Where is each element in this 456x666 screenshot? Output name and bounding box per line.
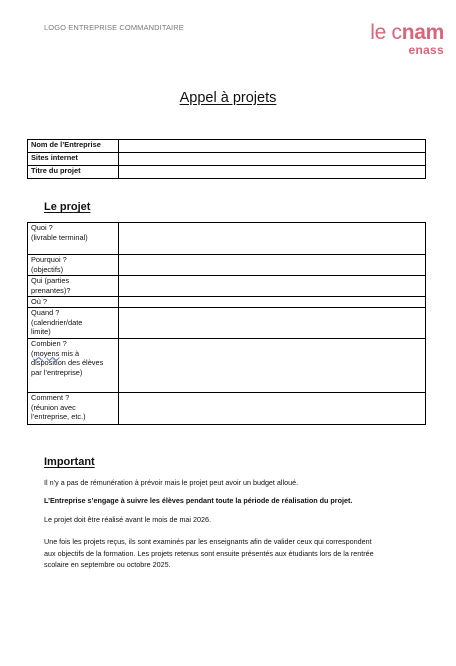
cnam-logo-sub: enass (408, 43, 444, 57)
label-line: limite) (31, 327, 51, 337)
label-line: (objectifs) (31, 264, 64, 274)
label-line: Où ? (31, 297, 48, 306)
combien-field[interactable] (119, 339, 426, 393)
label-line: Combien ? (31, 339, 67, 348)
cnam-logo-prefix: le c (370, 21, 402, 44)
label-line: Qui (parties (31, 276, 70, 285)
label-line: disposition des élèves (31, 358, 104, 368)
label-line: Quoi ? (31, 223, 53, 232)
company-info-table (27, 139, 426, 179)
label-line: l’entreprise, etc.) (31, 412, 86, 422)
paragraph-commitment: L’Entreprise s’engage à suivre les élèves pendant toute la période de réalisation du projet. (44, 496, 353, 505)
label-line: prenantes)? (31, 285, 71, 295)
table-row (28, 166, 426, 179)
table-row (28, 308, 426, 339)
row-label-qui (28, 276, 119, 297)
row-label-websites: Sites internet (28, 153, 119, 166)
paragraph-remuneration: Il n’y a pas de rémunération à prévoir mais le projet peut avoir un budget alloué. (44, 478, 299, 487)
cnam-logo (364, 22, 444, 56)
sponsor-logo-placeholder: LOGO ENTREPRISE COMMANDITAIRE (44, 23, 184, 32)
paragraph-selection: Une fois les projets reçus, ils sont examinés par les enseignants afin de valider ceux qui correspondent aux objectifs de la formation. Les projets retenus sont ensuite présentés aux étudiants lors de la rentrée scolaire en septembre ou octobre 2025. (44, 537, 374, 570)
page-title: Appel à projets (179, 90, 277, 106)
label-line: Comment ? (31, 393, 70, 402)
quand-field[interactable] (119, 308, 426, 339)
table-row (28, 223, 426, 255)
quoi-field[interactable] (119, 223, 426, 255)
label-line: par l’entreprise) (31, 367, 83, 377)
label-line: Quand ? (31, 308, 60, 317)
websites-field[interactable] (119, 153, 426, 166)
table-row (28, 339, 426, 393)
qui-field[interactable] (119, 276, 426, 297)
table-row (28, 140, 426, 153)
pourquoi-field[interactable] (119, 255, 426, 276)
spellcheck-underlined-word: moyens (33, 348, 60, 358)
row-label-quand (28, 308, 119, 339)
company-name-field[interactable] (119, 140, 426, 153)
cnam-logo-bold: nam (401, 21, 444, 44)
row-label-company-name: Nom de l’Entreprise (28, 140, 119, 153)
project-title-field[interactable] (119, 166, 426, 179)
label-line: (moyens mis à (31, 348, 80, 358)
row-label-combien (28, 339, 119, 393)
row-label-comment (28, 393, 119, 425)
label-line: (calendrier/date (31, 317, 83, 327)
label-fragment: mis à (59, 348, 80, 358)
row-label-ou (28, 297, 119, 308)
important-section-heading: Important (44, 456, 95, 468)
row-label-quoi (28, 223, 119, 255)
label-line: (livrable terminal) (31, 232, 88, 242)
table-row (28, 153, 426, 166)
project-section-heading: Le projet (44, 201, 91, 213)
project-details-table (27, 222, 426, 425)
comment-field[interactable] (119, 393, 426, 425)
row-label-pourquoi (28, 255, 119, 276)
paragraph-deadline: Le projet doit être réalisé avant le mois de mai 2026. (44, 515, 212, 524)
label-line: (réunion avec (31, 402, 76, 412)
label-line: Pourquoi ? (31, 255, 67, 264)
row-label-project-title: Titre du projet (28, 166, 119, 179)
table-row (28, 276, 426, 297)
ou-field[interactable] (119, 297, 426, 308)
table-row (28, 297, 426, 308)
table-row (28, 393, 426, 425)
table-row (28, 255, 426, 276)
